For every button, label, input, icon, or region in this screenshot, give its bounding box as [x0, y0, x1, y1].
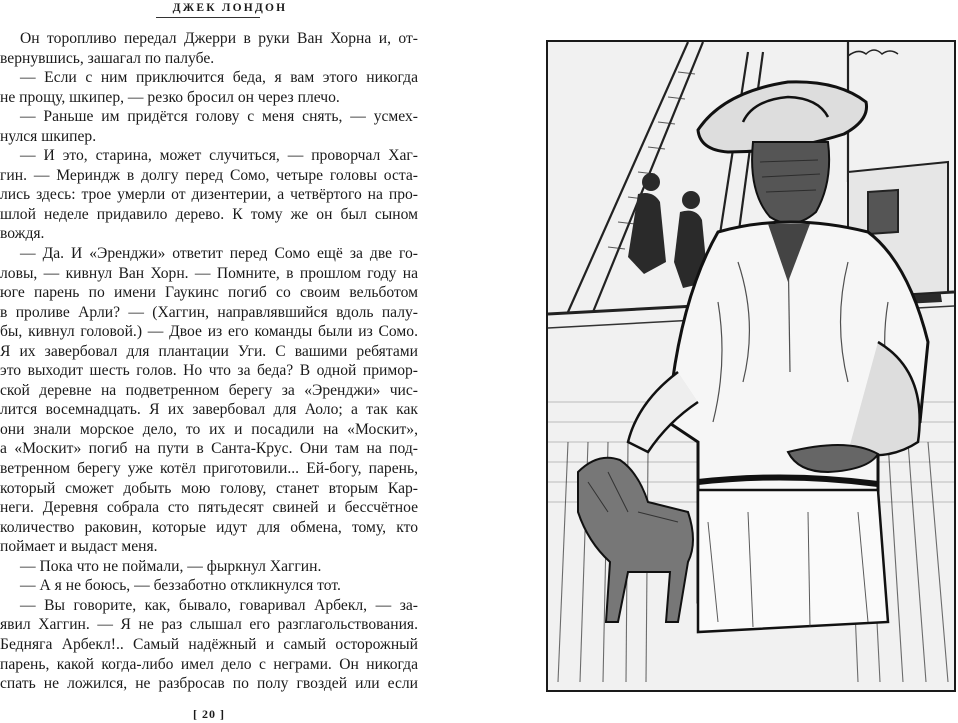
text-line: бы, кивнул головой.) — Двое из его команды были из Сомо. — [0, 323, 418, 341]
page-number: [ 20 ] — [193, 707, 225, 721]
text-line: не прощу, шкипер, — резко бросил он через плечо. — [0, 88, 340, 106]
text-line: шлой неделе придавило дерево. К тому же он был сыном — [0, 205, 418, 223]
text-line: парень, какой когда-либо имел дело с неграми. Он никогда — [0, 655, 418, 673]
running-head-rule — [156, 17, 260, 18]
text-line: — Вы говорите, как, бывало, говаривал Арбекл, — за- — [20, 596, 418, 614]
text-line: явил Хаггин. — Я не раз слышал его разглагольствования. — [0, 616, 418, 634]
text-page — [0, 0, 440, 723]
text-line: который сможет добыть мою голову, станет вторым Кар- — [0, 479, 418, 497]
text-line: количество раковин, которые идут для обмена, тому, кто — [0, 518, 418, 536]
illustration — [546, 40, 956, 692]
text-line: — Пока что не поймали, — фыркнул Хаггин. — [20, 557, 322, 575]
text-line: вернувшись, зашагал по палубе. — [0, 49, 215, 67]
text-line: нулся шкипер. — [0, 127, 97, 145]
text-line: ветренном берегу уже котёл приготовили... Ей-богу, парень, — [0, 460, 418, 478]
text-line: вождя. — [0, 225, 45, 243]
text-line: поймает и выдаст меня. — [0, 538, 158, 556]
text-line: ской деревне на подветренном берегу за «Эренджи» чис- — [0, 381, 418, 399]
text-line: а «Москит» погиб на пути в Санта-Крус. Они там на под- — [0, 440, 418, 458]
text-line: — И это, старина, может случиться, — проворчал Хаг- — [20, 147, 418, 165]
text-line: — А я не боюсь, — беззаботно откликнулся тот. — [20, 577, 341, 595]
text-line: юге парень по имени Гаукинс погиб со своим вельботом — [0, 284, 418, 302]
text-line: лится восемнадцать. Я их завербовал для Аоло; а так как — [0, 401, 418, 419]
text-line: неги. Деревня собрала сто пятьдесят свиней и бессчётное — [0, 499, 418, 517]
text-line: Он торопливо передал Джерри в руки Ван Хорна и, от- — [20, 30, 418, 47]
text-line: спать не ложился, не разбросав по полу гвоздей или если — [0, 675, 418, 693]
text-line: — Да. И «Эренджи» ответит перед Сомо ещё за две го- — [20, 245, 418, 263]
text-line: Я их завербовал для плантации Уги. С вашими ребятами — [0, 342, 418, 360]
text-line: гин. — Мериндж в долгу перед Сомо, четыре головы оста- — [0, 166, 418, 184]
engraving-illustration-icon — [548, 42, 954, 690]
text-line: — Раньше им придётся голову с меня снять, — усмех- — [20, 108, 418, 126]
text-line: это выходит шесть голов. Но что за беда? В одной примор- — [0, 362, 418, 380]
text-line: ловы, — кивнул Ван Хорн. — Помните, в прошлом году на — [0, 264, 418, 282]
text-line: они знали морское дело, то их и посадили на «Москит», — [0, 420, 418, 438]
text-line: лись здесь: трое умерли от дизентерии, а четвёртого на про- — [0, 186, 418, 204]
running-head: ДЖЕК ЛОНДОН — [172, 2, 288, 14]
text-line: — Если с ним приключится беда, я вам этого никогда — [20, 69, 418, 87]
text-line: в проливе Арли? — (Хаггин, направлявшийся вдоль палу- — [0, 303, 418, 321]
body-text — [0, 29, 418, 694]
text-line: Бедняга Арбекл!.. Самый надёжный и самый осторожный — [0, 635, 418, 653]
